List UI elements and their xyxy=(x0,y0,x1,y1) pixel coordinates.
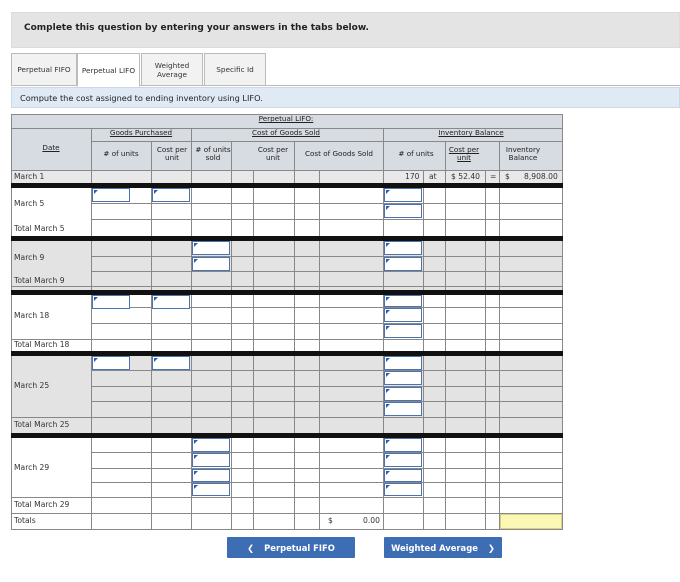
tab-perpetual-fifo[interactable]: Perpetual FIFO xyxy=(11,53,77,86)
next-tab-button[interactable] xyxy=(384,537,502,558)
inv-units-header: # of units xyxy=(398,149,434,158)
march18-cost-input[interactable] xyxy=(152,295,190,309)
march18-inv-units-input[interactable] xyxy=(384,295,422,307)
chevron-right-icon: ❯ xyxy=(487,542,495,553)
row-label-march-25: March 25 xyxy=(14,381,50,390)
row-label-total-march-9: Total March 9 xyxy=(14,276,65,285)
march1-band xyxy=(11,170,563,183)
inv-balance-header: Inventory Balance xyxy=(505,145,541,163)
march1-balance: 8,908.00 xyxy=(524,172,558,181)
march18-inv-units-input-2[interactable] xyxy=(384,308,422,322)
tab-perpetual-lifo[interactable]: Perpetual LIFO xyxy=(77,53,140,87)
row-label-total-march-29: Total March 29 xyxy=(14,500,70,509)
march29-units-sold-input-4[interactable] xyxy=(192,483,230,496)
march1-dollar: $ xyxy=(505,172,510,181)
next-tab-label: Weighted Average xyxy=(391,542,478,553)
march5-units-input[interactable] xyxy=(92,188,130,202)
march29-inv-units-input-4[interactable] xyxy=(384,483,422,496)
march29-units-sold-input[interactable] xyxy=(192,438,230,452)
units-sold-header: # of units sold xyxy=(195,145,231,163)
row-label-march-5: March 5 xyxy=(14,199,45,208)
goods-purchased-title: Goods Purchased xyxy=(109,128,173,137)
prev-tab-button[interactable] xyxy=(227,537,355,558)
march25-inv-units-input-3[interactable] xyxy=(384,387,422,401)
march18-units-input[interactable] xyxy=(92,295,130,309)
totals-cogs-value: 0.00 xyxy=(363,516,380,525)
date-header: Date xyxy=(42,143,60,152)
tab-bar xyxy=(11,50,680,86)
march25-inv-units-input-2[interactable] xyxy=(384,371,422,385)
march9-units-sold-input-2[interactable] xyxy=(192,257,230,271)
units-header: # of units xyxy=(103,149,139,158)
inventory-balance-title: Inventory Balance xyxy=(438,128,504,137)
march1-cost: $ 52.40 xyxy=(451,172,480,181)
march9-inv-units-input-2[interactable] xyxy=(384,257,422,271)
row-label-march-18: March 18 xyxy=(14,311,50,320)
row-label-total-march-18: Total March 18 xyxy=(14,340,70,349)
march25-inv-units-input-4[interactable] xyxy=(384,402,422,416)
prev-tab-label: Perpetual FIFO xyxy=(264,542,335,553)
march25-cost-input[interactable] xyxy=(152,356,190,370)
march25-units-input[interactable] xyxy=(92,356,130,370)
row-label-march-1: March 1 xyxy=(14,172,45,181)
march18-inv-units-input-3[interactable] xyxy=(384,324,422,338)
chevron-left-icon: ❮ xyxy=(247,542,255,553)
march5-cost-input[interactable] xyxy=(152,188,190,202)
march9-inv-units-input[interactable] xyxy=(384,241,422,255)
separator xyxy=(11,236,563,241)
march29-units-sold-input-2[interactable] xyxy=(192,453,230,467)
march5-inv-units-input-2[interactable] xyxy=(384,204,422,218)
march5-inv-units-input[interactable] xyxy=(384,188,422,202)
row-label-total-march-5: Total March 5 xyxy=(14,224,65,233)
march29-inv-units-input-2[interactable] xyxy=(384,453,422,467)
section-title: Perpetual LIFO: xyxy=(258,114,314,123)
ending-inventory-total-cell[interactable] xyxy=(500,514,562,529)
march9-units-sold-input[interactable] xyxy=(192,241,230,255)
row-label-march-29: March 29 xyxy=(14,463,50,472)
task-instruction: Compute the cost assigned to ending inventory using LIFO. xyxy=(11,87,680,108)
tab-weighted-average[interactable]: Weighted Average xyxy=(141,53,203,86)
march1-at: at xyxy=(429,172,437,181)
cost-per-unit-header: Cost per unit xyxy=(156,145,188,163)
march29-inv-units-input[interactable] xyxy=(384,438,422,452)
march1-equals: = xyxy=(490,172,497,181)
cogs-cost-per-unit-header: Cost per unit xyxy=(257,145,289,163)
cogs-group-title: Cost of Goods Sold xyxy=(252,128,320,137)
march25-inv-units-input[interactable] xyxy=(384,356,422,370)
lifo-worksheet xyxy=(11,114,563,534)
cogs-header: Cost of Goods Sold xyxy=(305,149,373,158)
tab-specific-id[interactable]: Specific Id xyxy=(204,53,266,86)
instructions-banner: Complete this question by entering your answers in the tabs below. xyxy=(11,12,680,48)
march1-units: 170 xyxy=(405,172,420,181)
totals-dollar: $ xyxy=(328,516,333,525)
separator xyxy=(11,433,563,438)
row-label-march-9: March 9 xyxy=(14,253,45,262)
march29-units-sold-input-3[interactable] xyxy=(192,469,230,482)
inv-cost-header: Cost per unit xyxy=(448,145,480,163)
row-label-total-march-25: Total March 25 xyxy=(14,420,70,429)
march29-inv-units-input-3[interactable] xyxy=(384,469,422,482)
row-label-totals: Totals xyxy=(14,516,36,525)
